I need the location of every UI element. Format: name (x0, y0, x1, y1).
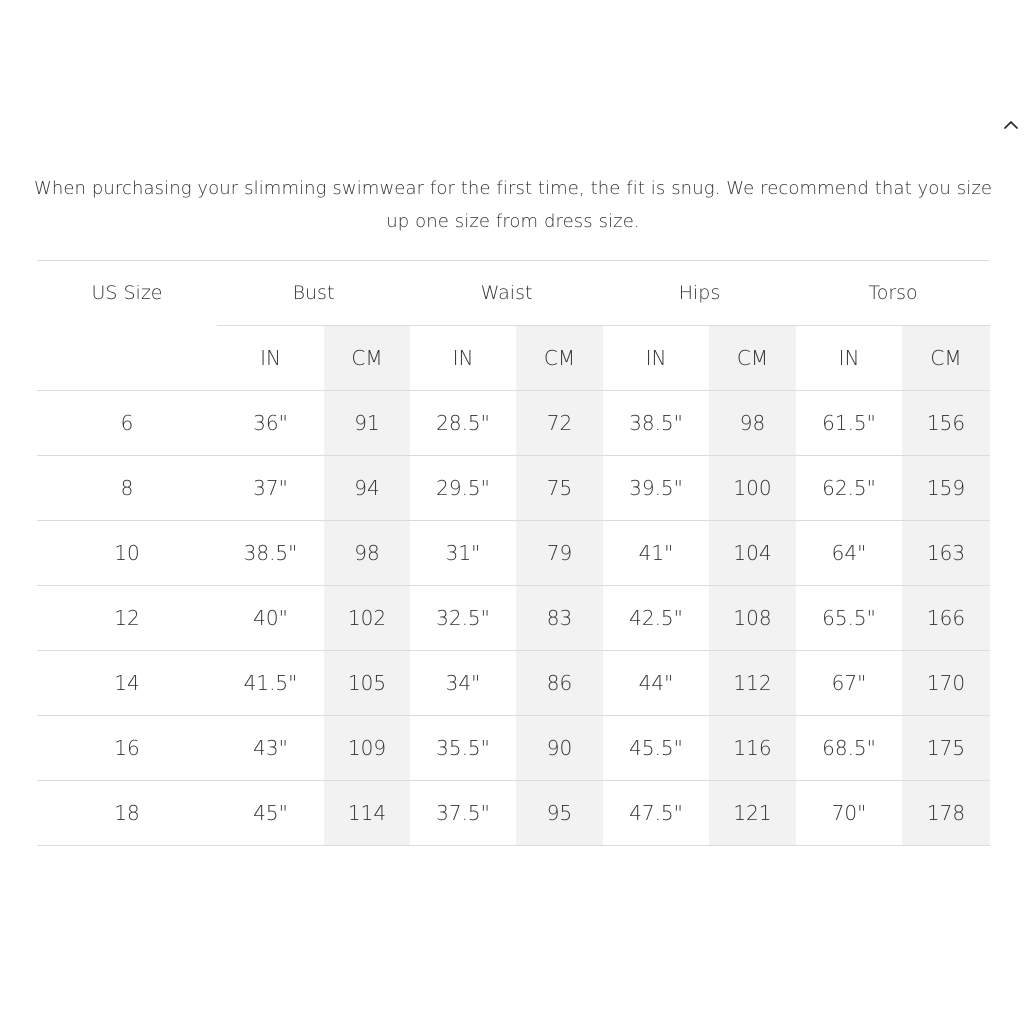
hips-in-cell: 41" (603, 521, 709, 586)
torso-cm-cell: 170 (902, 651, 990, 716)
hips-in-cell: 39.5" (603, 456, 709, 521)
hips-cm-cell: 116 (709, 716, 796, 781)
hips-in-cell: 38.5" (603, 391, 709, 456)
collapse-toggle-button[interactable] (1000, 114, 1022, 136)
torso-cm-cell: 159 (902, 456, 990, 521)
hips-cm-cell: 98 (709, 391, 796, 456)
chevron-up-icon (1000, 114, 1022, 136)
bust-cm-header: CM (324, 326, 410, 391)
waist-cm-cell: 72 (516, 391, 603, 456)
hips-cm-header: CM (709, 326, 796, 391)
table-row (37, 521, 990, 586)
table-header-row (37, 261, 990, 326)
size-cell: 6 (37, 391, 217, 456)
torso-header: Torso (796, 261, 990, 326)
torso-in-cell: 65.5" (796, 586, 902, 651)
size-cell: 8 (37, 456, 217, 521)
waist-in-cell: 37.5" (410, 781, 516, 846)
us-size-header: US Size (37, 261, 217, 326)
torso-in-cell: 67" (796, 651, 902, 716)
torso-cm-cell: 163 (902, 521, 990, 586)
bust-cm-cell: 102 (324, 586, 410, 651)
torso-cm-cell: 156 (902, 391, 990, 456)
bust-in-cell: 38.5" (217, 521, 324, 586)
size-cell: 10 (37, 521, 217, 586)
size-guide-intro: When purchasing your slimming swimwear for the first time, the fit is snug. We recommend that you size up one size from dress size. (33, 178, 993, 232)
table-row (37, 716, 990, 781)
torso-in-cell: 68.5" (796, 716, 902, 781)
bust-cm-cell: 91 (324, 391, 410, 456)
table-row (37, 651, 990, 716)
waist-in-cell: 34" (410, 651, 516, 716)
bust-cm-cell: 105 (324, 651, 410, 716)
hips-in-cell: 45.5" (603, 716, 709, 781)
hips-header: Hips (603, 261, 796, 326)
size-cell: 16 (37, 716, 217, 781)
size-cell: 12 (37, 586, 217, 651)
waist-in-header: IN (410, 326, 516, 391)
torso-in-cell: 62.5" (796, 456, 902, 521)
hips-in-cell: 47.5" (603, 781, 709, 846)
bust-in-cell: 36" (217, 391, 324, 456)
torso-cm-cell: 166 (902, 586, 990, 651)
bust-in-cell: 45" (217, 781, 324, 846)
table-row (37, 391, 990, 456)
waist-header: Waist (410, 261, 603, 326)
waist-in-cell: 32.5" (410, 586, 516, 651)
waist-cm-cell: 79 (516, 521, 603, 586)
hips-in-cell: 44" (603, 651, 709, 716)
table-row (37, 456, 990, 521)
bust-cm-cell: 94 (324, 456, 410, 521)
bust-in-cell: 37" (217, 456, 324, 521)
table-row (37, 781, 990, 846)
hips-cm-cell: 121 (709, 781, 796, 846)
waist-in-cell: 28.5" (410, 391, 516, 456)
torso-cm-cell: 178 (902, 781, 990, 846)
size-cell: 14 (37, 651, 217, 716)
waist-cm-cell: 83 (516, 586, 603, 651)
size-cell: 18 (37, 781, 217, 846)
waist-cm-cell: 95 (516, 781, 603, 846)
torso-in-cell: 64" (796, 521, 902, 586)
bust-cm-cell: 114 (324, 781, 410, 846)
hips-cm-cell: 108 (709, 586, 796, 651)
torso-cm-cell: 175 (902, 716, 990, 781)
bust-in-cell: 40" (217, 586, 324, 651)
torso-in-cell: 61.5" (796, 391, 902, 456)
table-unit-row (37, 326, 990, 391)
hips-cm-cell: 100 (709, 456, 796, 521)
table-row (37, 586, 990, 651)
bust-in-cell: 43" (217, 716, 324, 781)
size-chart-table (37, 260, 990, 846)
waist-cm-cell: 90 (516, 716, 603, 781)
blank-header-cell (37, 326, 217, 391)
bust-cm-cell: 109 (324, 716, 410, 781)
bust-in-header: IN (217, 326, 324, 391)
hips-in-cell: 42.5" (603, 586, 709, 651)
bust-header: Bust (217, 261, 410, 326)
waist-in-cell: 29.5" (410, 456, 516, 521)
waist-cm-cell: 86 (516, 651, 603, 716)
hips-in-header: IN (603, 326, 709, 391)
bust-in-cell: 41.5" (217, 651, 324, 716)
waist-in-cell: 31" (410, 521, 516, 586)
torso-in-header: IN (796, 326, 902, 391)
hips-cm-cell: 104 (709, 521, 796, 586)
waist-cm-header: CM (516, 326, 603, 391)
torso-in-cell: 70" (796, 781, 902, 846)
waist-cm-cell: 75 (516, 456, 603, 521)
torso-cm-header: CM (902, 326, 990, 391)
waist-in-cell: 35.5" (410, 716, 516, 781)
bust-cm-cell: 98 (324, 521, 410, 586)
hips-cm-cell: 112 (709, 651, 796, 716)
